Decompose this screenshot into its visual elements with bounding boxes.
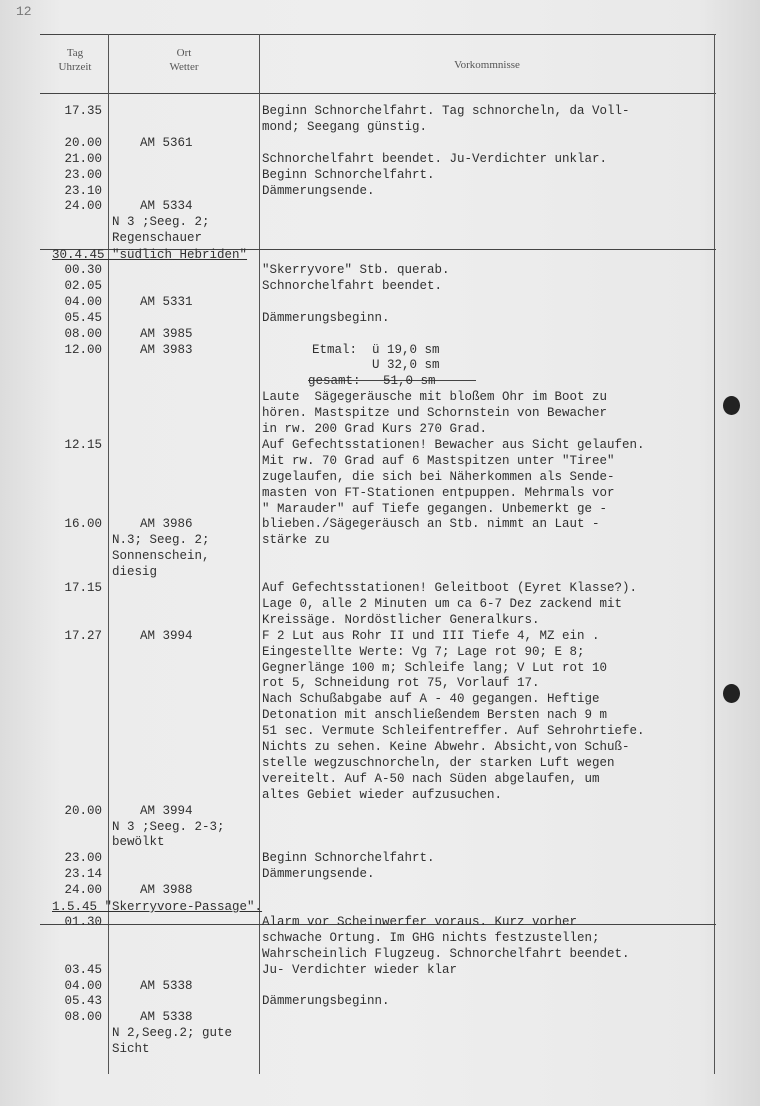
log-time: 16.00 [64,517,102,532]
log-event-text: Detonation mit anschließendem Bersten nach 9 m [262,708,608,723]
log-event-text: U 32,0 sm [312,358,440,373]
log-event-text: Beginn Schnorchelfahrt. [262,851,435,866]
log-time: 05.45 [64,310,102,325]
log-event-text: mond; Seegang günstig. [262,119,428,134]
header-time-line-1: Tag [66,47,84,59]
log-time: 24.00 [64,199,102,214]
section-heading: 1.5.45 "Skerryvore-Passage". [52,900,263,914]
log-time: 04.00 [64,294,102,309]
header-time [44,46,106,74]
log-time: 12.15 [64,437,102,452]
log-event-text: rot 5, Schneidung rot 75, Vorlauf 17. [262,676,540,691]
log-location: diesig [112,565,158,580]
header-location-line-2: Wetter [169,61,199,73]
log-time: 12.00 [64,342,102,357]
log-time: 08.00 [64,326,102,341]
log-time: 23.14 [64,867,102,882]
log-event-text: Beginn Schnorchelfahrt. Tag schnorcheln, da Voll- [262,104,630,118]
log-event-text: Ju- Verdichter wieder klar [262,962,458,977]
log-event-text: stärke zu [262,533,330,548]
log-event-text: schwache Ortung. Im GHG nichts festzustellen; [262,930,600,945]
log-location: AM 5334 [140,199,193,214]
log-location: Sonnenschein, [112,549,210,564]
log-time: 08.00 [64,1010,102,1025]
log-location: Regenschauer [112,231,203,246]
log-event-text: masten von FT-Stationen entpuppen. Mehrmals vor [262,485,615,500]
log-event-text: Auf Gefechtsstationen! Geleitboot (Eyret Klasse?). [262,581,638,595]
log-location: N 3 ;Seeg. 2; [112,215,210,230]
log-location: N 3 ;Seeg. 2-3; [112,819,225,834]
log-event-text: blieben./Sägegeräusch an Stb. nimmt an Laut - [262,517,600,532]
log-location: AM 5338 [140,1010,193,1025]
log-event-text: Dämmerungsbeginn. [262,310,390,325]
log-event-text: Dämmerungsbeginn. [262,994,390,1009]
log-location: N.3; Seeg. 2; [112,533,210,548]
log-location: AM 3988 [140,883,193,898]
log-event-text: Gegnerlänge 100 m; Schleife lang; V Lut rot 10 [262,660,608,675]
log-event-text: F 2 Lut aus Rohr II und III Tiefe 4, MZ ein . [262,628,600,643]
log-time: 17.15 [64,581,102,595]
log-location: bewölkt [112,835,165,850]
header-location [110,46,258,74]
punch-hole-top [723,396,740,415]
log-location: AM 3985 [140,326,193,341]
log-event-text: " Marauder" auf Tiefe gegangen. Unbemerkt ge - [262,501,608,516]
log-event-text: Dämmerungsende. [262,183,375,198]
log-location: AM 3983 [140,342,193,357]
log-event-text: altes Gebiet wieder aufzusuchen. [262,787,503,802]
log-location: AM 3986 [140,517,193,532]
log-time: 04.00 [64,978,102,993]
log-location: AM 5361 [140,135,193,150]
table-top-rule [40,34,716,35]
log-time: 24.00 [64,883,102,898]
log-location: Sicht [112,1042,150,1057]
log-location: AM 3994 [140,803,193,818]
log-event-text: vereitelt. Auf A-50 nach Süden abgelaufen, um [262,771,600,786]
log-time: 02.05 [64,278,102,293]
log-event-text: stelle wegzuschnorcheln, der starken Luft wegen [262,755,615,770]
log-event-text: Alarm vor Scheinwerfer voraus. Kurz vorher [262,914,578,929]
log-event-text: hören. Mastspitze und Schornstein von Bewacher [262,406,608,421]
log-time: 20.00 [64,803,102,818]
log-time: 00.30 [64,263,102,277]
log-location: AM 5338 [140,978,193,993]
log-event-text: Schnorchelfahrt beendet. [262,278,443,293]
column-divider-2 [259,34,260,1074]
log-event-text: Dämmerungsende. [262,867,375,882]
log-event-text: Auf Gefechtsstationen! Bewacher aus Sicht gelaufen. [262,437,645,452]
log-time: 23.10 [64,183,102,198]
header-time-line-2: Uhrzeit [58,61,92,73]
log-event-text: Nichts zu sehen. Keine Abwehr. Absicht,von Schuß- [262,740,630,754]
log-time: 23.00 [64,167,102,182]
log-event-text: in rw. 200 Grad Kurs 270 Grad. [262,422,488,436]
log-event-text: Etmal: ü 19,0 sm [312,342,440,357]
log-event-text: zugelaufen, die sich bei Näherkommen als Sende- [262,469,615,484]
header-events [262,58,712,72]
log-event-text: Kreissäge. Nordöstlicher Generalkurs. [262,612,540,627]
header-bottom-rule [40,93,716,94]
log-event-text: Eingestellte Werte: Vg 7; Lage rot 90; E 8; [262,644,585,659]
log-location: AM 5331 [140,294,193,309]
log-location: N 2,Seeg.2; gute [112,1026,233,1041]
log-event-text: Schnorchelfahrt beendet. Ju-Verdichter unklar. [262,151,608,166]
log-time: 21.00 [64,151,102,166]
punch-hole-bottom [723,684,740,703]
log-time: 23.00 [64,851,102,866]
log-event-text: Nach Schußabgabe auf A - 40 gegangen. Heftige [262,692,600,707]
column-divider-1 [108,34,109,1074]
header-location-line-1: Ort [176,47,192,59]
log-event-text: "Skerryvore" Stb. querab. [262,263,450,277]
table-right-border [714,34,715,1074]
log-event-text: gesamt: 51,0 sm [308,374,436,389]
section-heading: 30.4.45 "südlich Hebriden" [52,248,248,263]
log-time: 03.45 [64,962,102,977]
log-event-text: Mit rw. 70 Grad auf 6 Mastspitzen unter "Tiree" [262,453,615,468]
header-events-label: Vorkommnisse [454,59,520,71]
page-number: 12 [16,4,32,19]
log-time: 17.27 [64,628,102,643]
log-event-text: Wahrscheinlich Flugzeug. Schnorchelfahrt beendet. [262,946,630,961]
log-event-text: Beginn Schnorchelfahrt. [262,167,435,182]
log-time: 17.35 [64,104,102,118]
log-location: AM 3994 [140,628,193,643]
log-time: 05.43 [64,994,102,1009]
log-event-text: Lage 0, alle 2 Minuten um ca 6-7 Dez zackend mit [262,596,623,611]
log-event-text: Laute Sägegeräusche mit bloßem Ohr im Boot zu [262,390,608,405]
log-time: 20.00 [64,135,102,150]
log-event-text: 51 sec. Vermute Schleifentreffer. Auf Sehrohrtiefe. [262,724,645,739]
log-time: 01.30 [64,914,102,929]
